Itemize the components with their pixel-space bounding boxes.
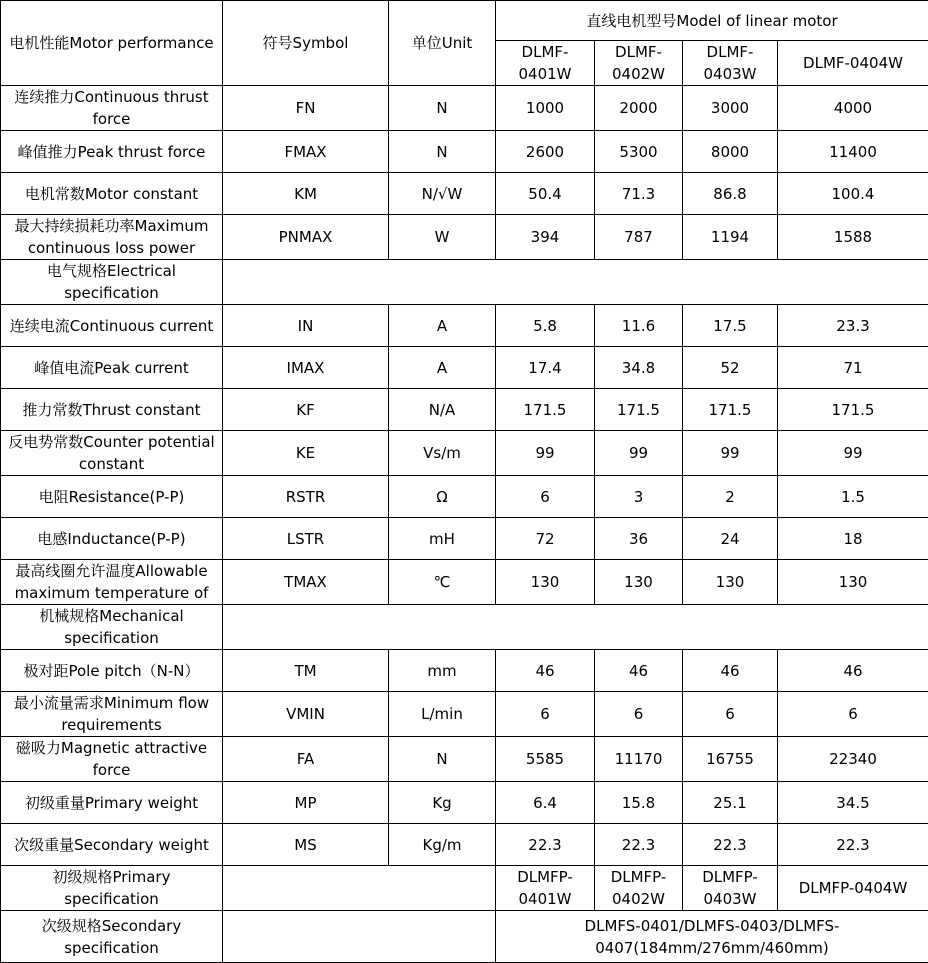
row-value: 5300 [595, 131, 683, 173]
row-value: 2 [683, 476, 778, 518]
table-row [1, 131, 928, 173]
row-value: 171.5 [496, 389, 595, 431]
table-row [1, 560, 928, 605]
row-label: 最大持续损耗功率Maximum continuous loss power [1, 215, 223, 260]
row-value: 22340 [778, 737, 928, 782]
table-row [1, 650, 928, 692]
row-value: 130 [496, 560, 595, 605]
row-value: 22.3 [778, 824, 928, 866]
row-value: 1588 [778, 215, 928, 260]
table-row [1, 173, 928, 215]
header-model: DLMF-0401W [496, 41, 595, 86]
row-label: 反电势常数Counter potential constant [1, 431, 223, 476]
row-value: 46 [595, 650, 683, 692]
row-unit: N/A [389, 389, 496, 431]
row-value: 171.5 [683, 389, 778, 431]
row-value: 171.5 [595, 389, 683, 431]
row-value: 130 [778, 560, 928, 605]
table-row [1, 389, 928, 431]
row-value: 46 [683, 650, 778, 692]
row-symbol: TM [223, 650, 389, 692]
row-label: 最小流量需求Minimum flow requirements [1, 692, 223, 737]
row-value: 46 [778, 650, 928, 692]
table-row [1, 86, 928, 131]
primary-spec-row [1, 866, 928, 911]
row-value: 130 [595, 560, 683, 605]
row-value: 52 [683, 347, 778, 389]
row-unit: A [389, 347, 496, 389]
row-value: 72 [496, 518, 595, 560]
row-unit: mH [389, 518, 496, 560]
row-value: 86.8 [683, 173, 778, 215]
row-symbol: MS [223, 824, 389, 866]
row-value: 6.4 [496, 782, 595, 824]
row-value: 22.3 [595, 824, 683, 866]
row-symbol: KM [223, 173, 389, 215]
row-symbol: VMIN [223, 692, 389, 737]
row-label: 磁吸力Magnetic attractive force [1, 737, 223, 782]
row-value: 6 [778, 692, 928, 737]
section-empty [223, 260, 928, 305]
row-value: 16755 [683, 737, 778, 782]
row-value: 99 [595, 431, 683, 476]
header-model: DLMF-0404W [778, 41, 928, 86]
row-value: 171.5 [778, 389, 928, 431]
row-label: 峰值电流Peak current [1, 347, 223, 389]
row-unit: N/√W [389, 173, 496, 215]
table-row [1, 518, 928, 560]
row-unit: A [389, 305, 496, 347]
row-unit: Vs/m [389, 431, 496, 476]
table-row [1, 824, 928, 866]
row-unit: N [389, 737, 496, 782]
row-value: 17.5 [683, 305, 778, 347]
row-value: 6 [496, 692, 595, 737]
secondary-spec-value: DLMFS-0401/DLMFS-0403/DLMFS-0407(184mm/276mm/460mm) [496, 911, 928, 963]
table-row [1, 347, 928, 389]
header-model: DLMF-0403W [683, 41, 778, 86]
section-empty [223, 605, 928, 650]
row-value: 1.5 [778, 476, 928, 518]
table-row [1, 431, 928, 476]
row-symbol: MP [223, 782, 389, 824]
primary-spec-label: 初级规格Primary specification [1, 866, 223, 911]
row-value: 71.3 [595, 173, 683, 215]
row-symbol: KF [223, 389, 389, 431]
row-value: 23.3 [778, 305, 928, 347]
row-unit: Ω [389, 476, 496, 518]
row-symbol: LSTR [223, 518, 389, 560]
row-label: 初级重量Primary weight [1, 782, 223, 824]
row-unit: L/min [389, 692, 496, 737]
row-value: 71 [778, 347, 928, 389]
secondary-spec-row [1, 911, 928, 963]
row-value: 1000 [496, 86, 595, 131]
row-label: 连续电流Continuous current [1, 305, 223, 347]
row-value: 6 [683, 692, 778, 737]
row-unit: Kg/m [389, 824, 496, 866]
row-symbol: KE [223, 431, 389, 476]
table-row [1, 476, 928, 518]
row-value: 15.8 [595, 782, 683, 824]
row-symbol: TMAX [223, 560, 389, 605]
row-value: 5585 [496, 737, 595, 782]
row-value: 2000 [595, 86, 683, 131]
secondary-spec-empty [223, 911, 496, 963]
row-value: 8000 [683, 131, 778, 173]
row-value: 99 [496, 431, 595, 476]
row-symbol: FA [223, 737, 389, 782]
row-value: 787 [595, 215, 683, 260]
row-symbol: IN [223, 305, 389, 347]
row-value: 50.4 [496, 173, 595, 215]
row-value: 3000 [683, 86, 778, 131]
row-value: 22.3 [496, 824, 595, 866]
row-unit: N [389, 131, 496, 173]
row-unit: W [389, 215, 496, 260]
row-value: 34.8 [595, 347, 683, 389]
row-label: 电机常数Motor constant [1, 173, 223, 215]
header-performance: 电机性能Motor performance [1, 1, 223, 86]
row-value: 18 [778, 518, 928, 560]
row-value: 130 [683, 560, 778, 605]
row-label: 次级重量Secondary weight [1, 824, 223, 866]
row-label: 电阻Resistance(P-P) [1, 476, 223, 518]
table-row [1, 737, 928, 782]
header-model: DLMF-0402W [595, 41, 683, 86]
row-value: 2600 [496, 131, 595, 173]
row-label: 峰值推力Peak thrust force [1, 131, 223, 173]
row-label: 电感Inductance(P-P) [1, 518, 223, 560]
row-value: 6 [496, 476, 595, 518]
section-row-electrical [1, 260, 928, 305]
row-symbol: RSTR [223, 476, 389, 518]
row-value: 46 [496, 650, 595, 692]
primary-spec-value: DLMFP-0403W [683, 866, 778, 911]
row-value: 22.3 [683, 824, 778, 866]
row-value: 11400 [778, 131, 928, 173]
secondary-spec-label: 次级规格Secondary specification [1, 911, 223, 963]
header-unit: 单位Unit [389, 1, 496, 86]
row-label: 连续推力Continuous thrust force [1, 86, 223, 131]
row-value: 25.1 [683, 782, 778, 824]
row-label: 最高线圈允许温度Allowable maximum temperature of [1, 560, 223, 605]
row-value: 99 [778, 431, 928, 476]
table-row [1, 782, 928, 824]
row-symbol: FN [223, 86, 389, 131]
row-value: 1194 [683, 215, 778, 260]
row-unit: Kg [389, 782, 496, 824]
row-value: 17.4 [496, 347, 595, 389]
primary-spec-value: DLMFP-0404W [778, 866, 928, 911]
row-value: 394 [496, 215, 595, 260]
row-symbol: IMAX [223, 347, 389, 389]
header-symbol: 符号Symbol [223, 1, 389, 86]
row-value: 99 [683, 431, 778, 476]
header-model-group: 直线电机型号Model of linear motor [496, 1, 928, 41]
row-value: 6 [595, 692, 683, 737]
row-symbol: PNMAX [223, 215, 389, 260]
section-row-mechanical [1, 605, 928, 650]
primary-spec-value: DLMFP-0401W [496, 866, 595, 911]
row-value: 4000 [778, 86, 928, 131]
primary-spec-empty [223, 866, 496, 911]
section-label: 电气规格Electrical specification [1, 260, 223, 305]
primary-spec-value: DLMFP-0402W [595, 866, 683, 911]
table-row [1, 305, 928, 347]
row-value: 11.6 [595, 305, 683, 347]
row-unit: N [389, 86, 496, 131]
row-unit: ℃ [389, 560, 496, 605]
row-value: 36 [595, 518, 683, 560]
section-label: 机械规格Mechanical specification [1, 605, 223, 650]
row-symbol: FMAX [223, 131, 389, 173]
row-value: 3 [595, 476, 683, 518]
table-row [1, 215, 928, 260]
row-unit: mm [389, 650, 496, 692]
row-label: 极对距Pole pitch（N-N） [1, 650, 223, 692]
row-value: 5.8 [496, 305, 595, 347]
row-value: 11170 [595, 737, 683, 782]
row-value: 24 [683, 518, 778, 560]
row-value: 34.5 [778, 782, 928, 824]
row-value: 100.4 [778, 173, 928, 215]
table-row [1, 692, 928, 737]
row-label: 推力常数Thrust constant [1, 389, 223, 431]
